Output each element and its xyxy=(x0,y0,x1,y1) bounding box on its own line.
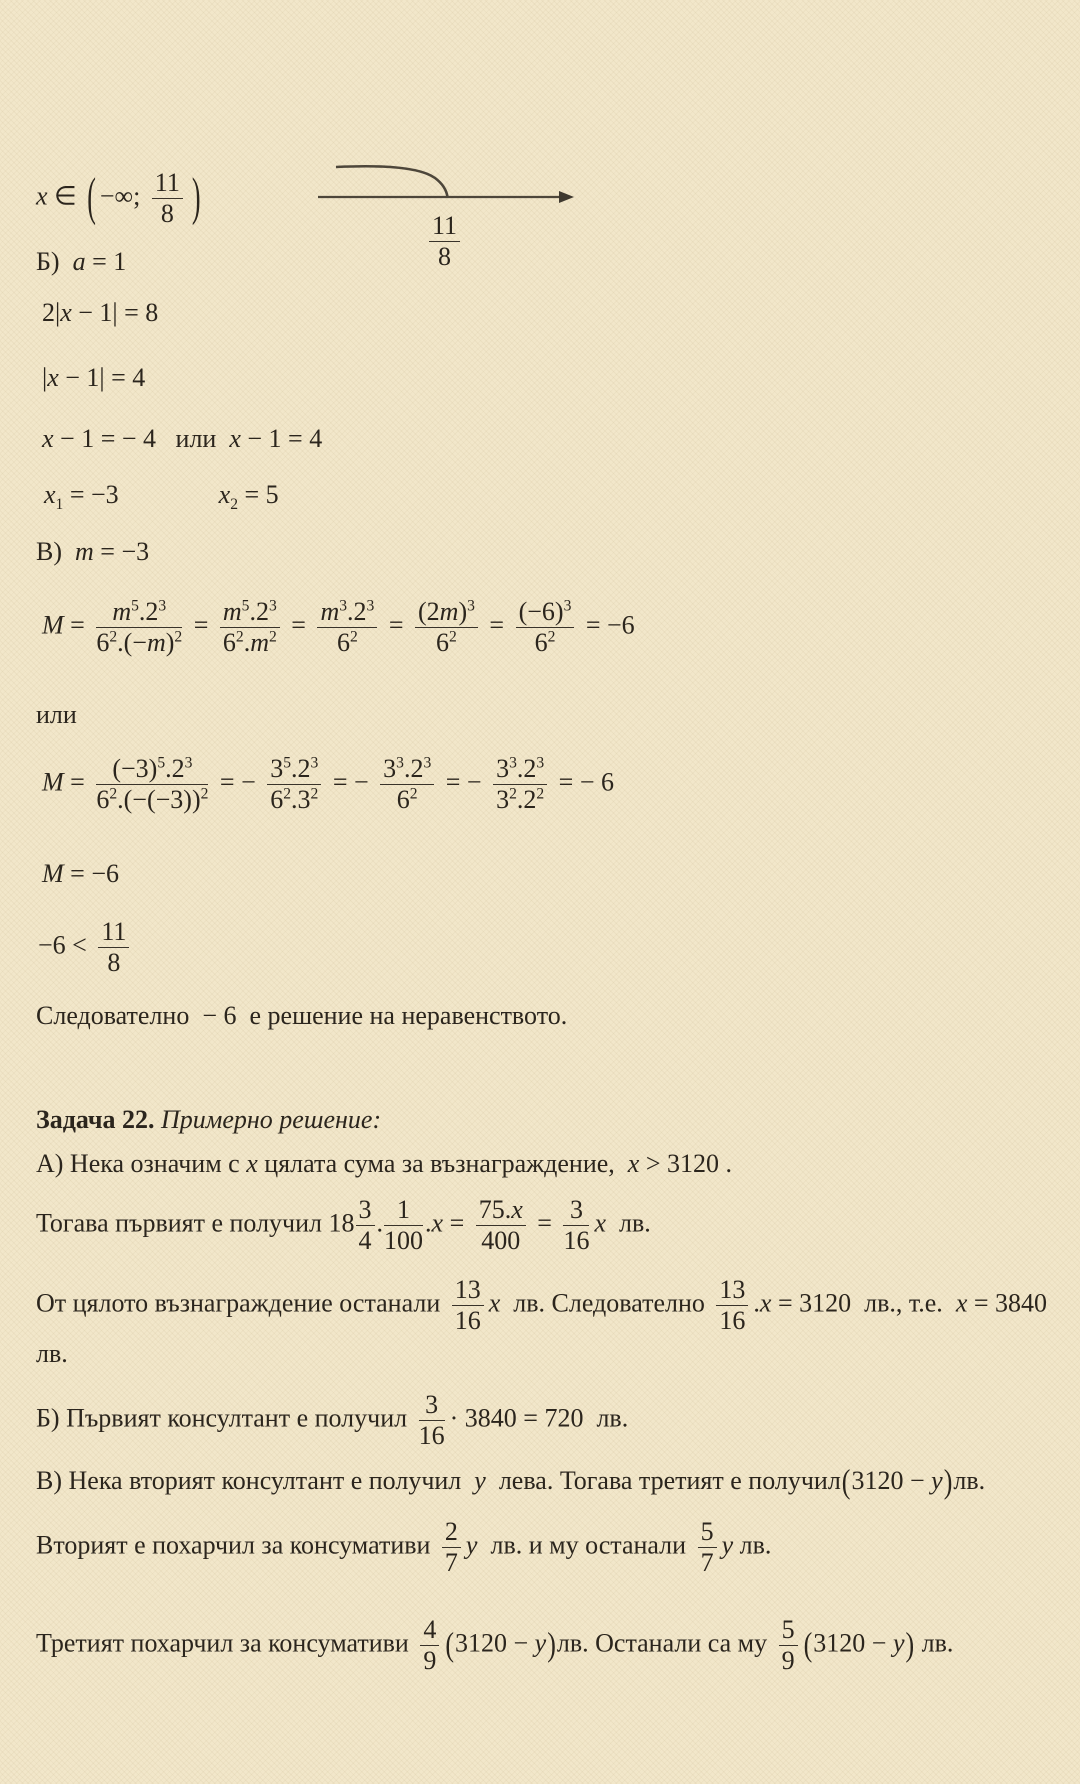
m-result: M = −6 xyxy=(42,859,119,888)
task22-part-v: В) Нека вторият консултант е получил y лева. Тогава третият е получил(3120 − y)лв. xyxy=(36,1462,986,1501)
m-equation-1: M = $\frac{m^5.2^3}{6^2.(-m)^2}$ = $\frac{m^5.2^3}{6^2.m^2}$ = $\frac{m^3.2^3}{6^2}$ = $\frac{(2m)^3}{6^2}$ = $\frac{(-6)^3}{6^2}$ = −6 xyxy=(42,597,635,658)
axis-label: $\frac{11}{8}$ xyxy=(429,212,460,271)
task22-second-consultant: Вторият е похарчил за консумативи $\frac{2}{7}$ y лв. и му останали $\frac{5}{7}$ y лв. xyxy=(36,1517,772,1578)
task22-first-share-line: Тогава първият е получил 18 $\frac{3}{4}$ . $\frac{1}{100}$ .x = $\frac{75.x}{400}$ = $\frac{3}{16}$ x лв. xyxy=(36,1195,651,1256)
interval-solution: x ∈ ( −∞; $\frac{11}{8}$ ) xyxy=(36,167,201,229)
part-b-statement: Б) a = 1 xyxy=(36,247,127,276)
case-equations: x − 1 = − 4 или x − 1 = 4 xyxy=(42,424,323,453)
abs-equation-2: |x − 1| = 4 xyxy=(42,363,146,392)
number-line-graphic xyxy=(313,150,575,212)
m-equation-2: M = $\frac{(-3)^5.2^3}{6^2.(-(-3))^2}$ = − $\frac{3^5.2^3}{6^2.3^2}$ = − $\frac{3^3.2^3}{6^2}$ = − $\frac{3^3.2^3}{3^2.2^2}$ = − 6 xyxy=(42,754,614,815)
number-line-icon xyxy=(313,150,575,212)
abs-equation-1: 2|x − 1| = 8 xyxy=(42,298,159,327)
or-word: или xyxy=(36,700,77,729)
task22-lv-continuation: лв. xyxy=(36,1339,68,1368)
task22-part-b: Б) Първият консултант е получил $\frac{3}{16}$ · 3840 = 720 лв. xyxy=(36,1390,629,1451)
task22-remainder-line: От цялото възнаграждение останали $\frac{13}{16}$ x лв. Следователно $\frac{13}{16}$ .x = 3120 лв., т.е. x = 3840 xyxy=(36,1275,1048,1336)
conclusion-sentence: Следователно − 6 е решение на неравенството. xyxy=(36,1001,568,1030)
roots-line: $x_1 = -3$ $x_2 = 5$ xyxy=(44,480,279,514)
inequality-check: −6 < $\frac{11}{8}$ xyxy=(38,918,134,977)
task22-part-a: А) Нека означим с x цялата сума за възнаграждение, x > 3120 . xyxy=(36,1149,732,1178)
part-v-statement: В) m = −3 xyxy=(36,537,150,566)
task22-heading: Задача 22. Примерно решение: xyxy=(36,1105,382,1134)
task22-third-consultant: Третият похарчил за консумативи $\frac{4}{9}$ (3120 − y)лв. Останали са му $\frac{5}{9}$ (3120 − y) лв. xyxy=(36,1615,954,1676)
